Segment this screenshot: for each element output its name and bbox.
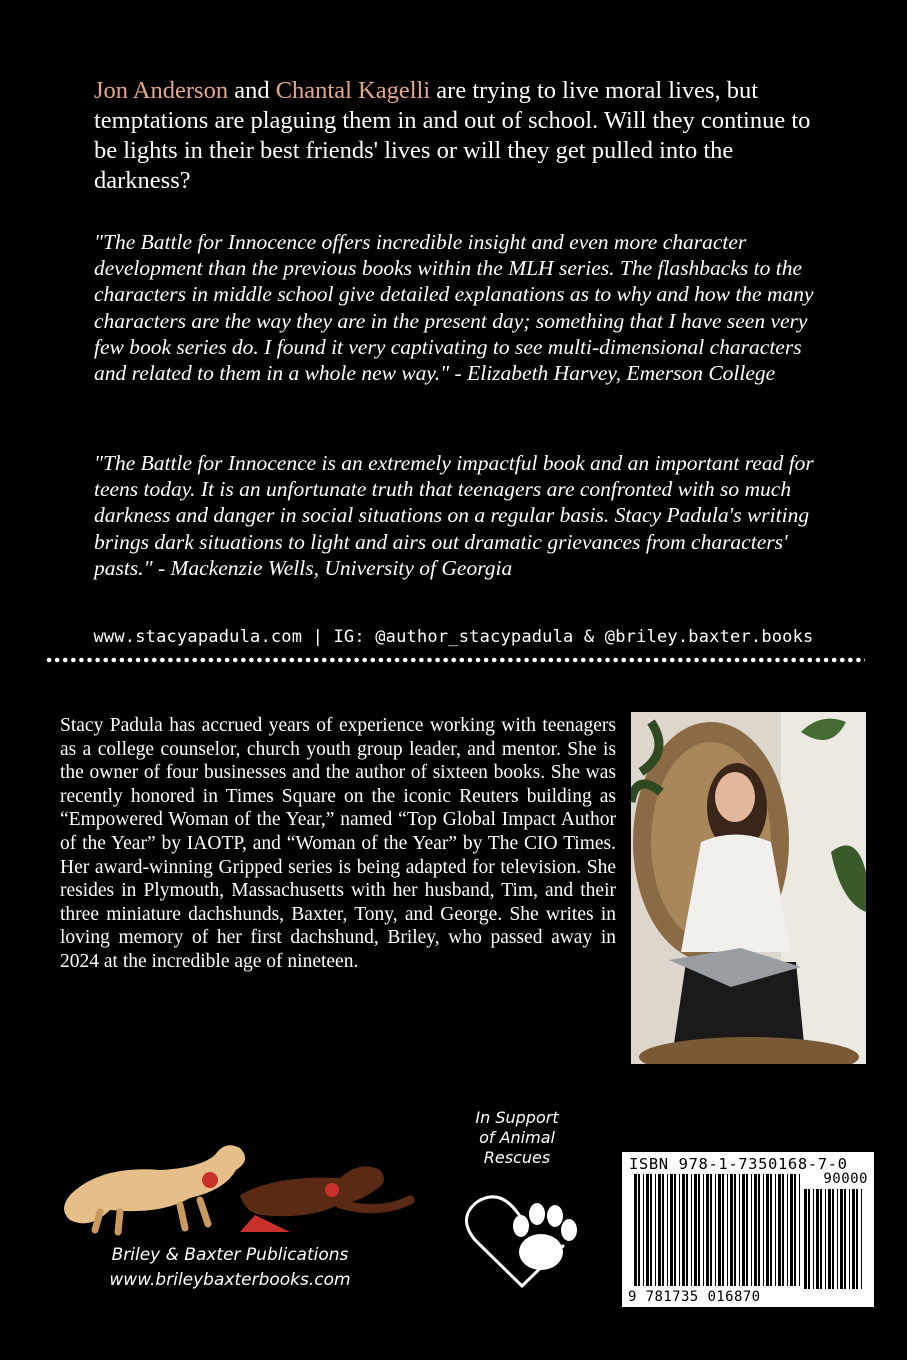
barcode-addon: 90000	[823, 1171, 868, 1187]
support-line-2: of Animal	[479, 1128, 555, 1147]
publisher-url: www.brileybaxterbooks.com	[109, 1270, 351, 1290]
isbn-number: ISBN 978-1-7350168-7-0	[629, 1155, 848, 1173]
animal-rescue-support	[452, 1108, 582, 1168]
intro-paragraph	[94, 76, 834, 196]
author-bio: Stacy Padula has accrued years of experience working with teenagers as a college counselor, church youth group leader, and mentor. She is the owner of four businesses and the author of sixteen books. She was recently honored in Times Square on the iconic Reuters building as “Empowered Woman of the Year,” named “Top Global Impact Author of the Year” by IAOTP, and “Woman of the Year” by The CIO Times. Her award-winning Gripped series is being adapted for television. She resides in Plymouth, Massachusetts with her husband, Tim, and their three miniature dachshunds, Baxter, Tony, and George. She writes in loving memory of her first dachshund, Briley, who passed away in 2024 at the incredible age of nineteen.	[60, 715, 616, 972]
author-links: www.stacyapadula.com | IG: @author_stacypadula & @briley.baxter.books	[93, 627, 814, 647]
publisher-logo	[40, 1120, 420, 1300]
barcode-bars	[634, 1174, 804, 1292]
addon-bars	[804, 1189, 866, 1289]
dachshund-logo-icon	[40, 1120, 420, 1240]
paw-heart-icon	[463, 1190, 581, 1292]
intro-conjunction: and	[228, 77, 276, 104]
intro-text: are trying to live moral lives, but temptations are plaguing them in and out of school. Will they continue to be lights in their best friends' lives or will they get pulled into the darkness?	[94, 77, 811, 194]
dotted-divider	[45, 657, 865, 663]
review-quote-2: "The Battle for Innocence is an extremely impactful book and an important read for teens today. It is an unfortunate truth that teenagers are confronted with so much darkness and danger in social situations on a regular basis. Stacy Padula's writing brings dark situations to light and airs out dramatic grievances from characters' pasts." - Mackenzie Wells, University of Georgia	[94, 451, 814, 580]
character-name-jon: Jon Anderson	[94, 77, 229, 104]
character-name-chantal: Chantal Kagelli	[275, 77, 431, 104]
ean-number: 9 781735 016870	[628, 1289, 761, 1305]
review-quote-1: "The Battle for Innocence offers incredible insight and even more character development than the previous books within the MLH series. The flashbacks to the characters in middle school give detailed explanations as to why and how the many characters are the way they are in the present day; something that I have seen very few book series do. I found it very captivating to see multi-dimensional characters and related to them in a whole new way." - Elizabeth Harvey, Emerson College	[94, 230, 814, 386]
publisher-name: Briley & Baxter Publications	[111, 1245, 349, 1265]
author-photo	[631, 712, 866, 1064]
support-line-1: In Support	[475, 1108, 559, 1127]
isbn-barcode	[622, 1152, 874, 1307]
support-line-3: Rescues	[483, 1148, 551, 1167]
